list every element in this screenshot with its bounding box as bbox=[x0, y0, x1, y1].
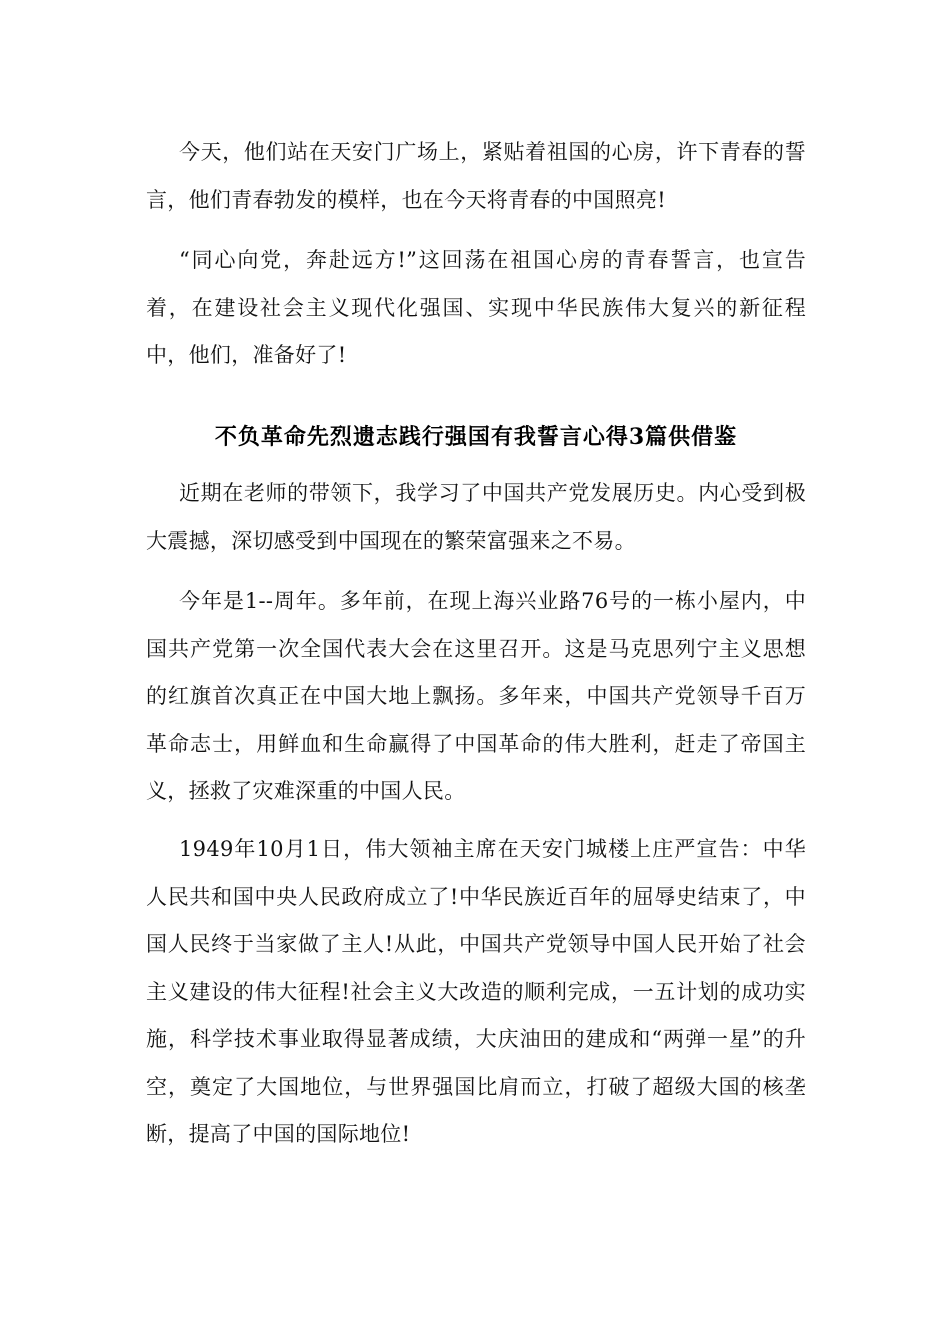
body-paragraph: 1949年10月1日，伟大领袖主席在天安门城楼上庄严宣告：中华人民共和国中央人民政府成立了!中华民族近百年的屈辱史结束了，中国人民终于当家做了主人!从此，中国共产党领导中国人民开始了社会主义建设的伟大征程!社会主义大改造的顺利完成，一五计划的成功实施，科学技术事业取得显著成绩，大庆油田的建成和“两弹一星”的升空，奠定了大国地位，与世界强国比肩而立，打破了超级大国的核垄断，提高了中国的国际地位! bbox=[146, 837, 806, 1146]
body-paragraph: “同心向党，奔赴远方!”这回荡在祖国心房的青春誓言，也宣告着，在建设社会主义现代化强国、实现中华民族伟大复兴的新征程中，他们，准备好了! bbox=[146, 248, 806, 367]
body-paragraph: 今年是1--周年。多年前，在现上海兴业路76号的一栋小屋内，中国共产党第一次全国代表大会在这里召开。这是马克思列宁主义思想的红旗首次真正在中国大地上飘扬。多年来，中国共产党领导千百万革命志士，用鲜血和生命赢得了中国革命的伟大胜利，赶走了帝国主义，拯救了灾难深重的中国人民。 bbox=[146, 589, 806, 803]
body-paragraph: 近期在老师的带领下，我学习了中国共产党发展历史。内心受到极大震撼，深切感受到中国现在的繁荣富强来之不易。 bbox=[146, 481, 806, 553]
body-paragraph: 今天，他们站在天安门广场上，紧贴着祖国的心房，许下青春的誓言，他们青春勃发的模样，也在今天将青春的中国照亮! bbox=[146, 140, 806, 212]
section-title: 不负革命先烈遗志践行强国有我誓言心得3篇供借鉴 bbox=[214, 424, 738, 450]
